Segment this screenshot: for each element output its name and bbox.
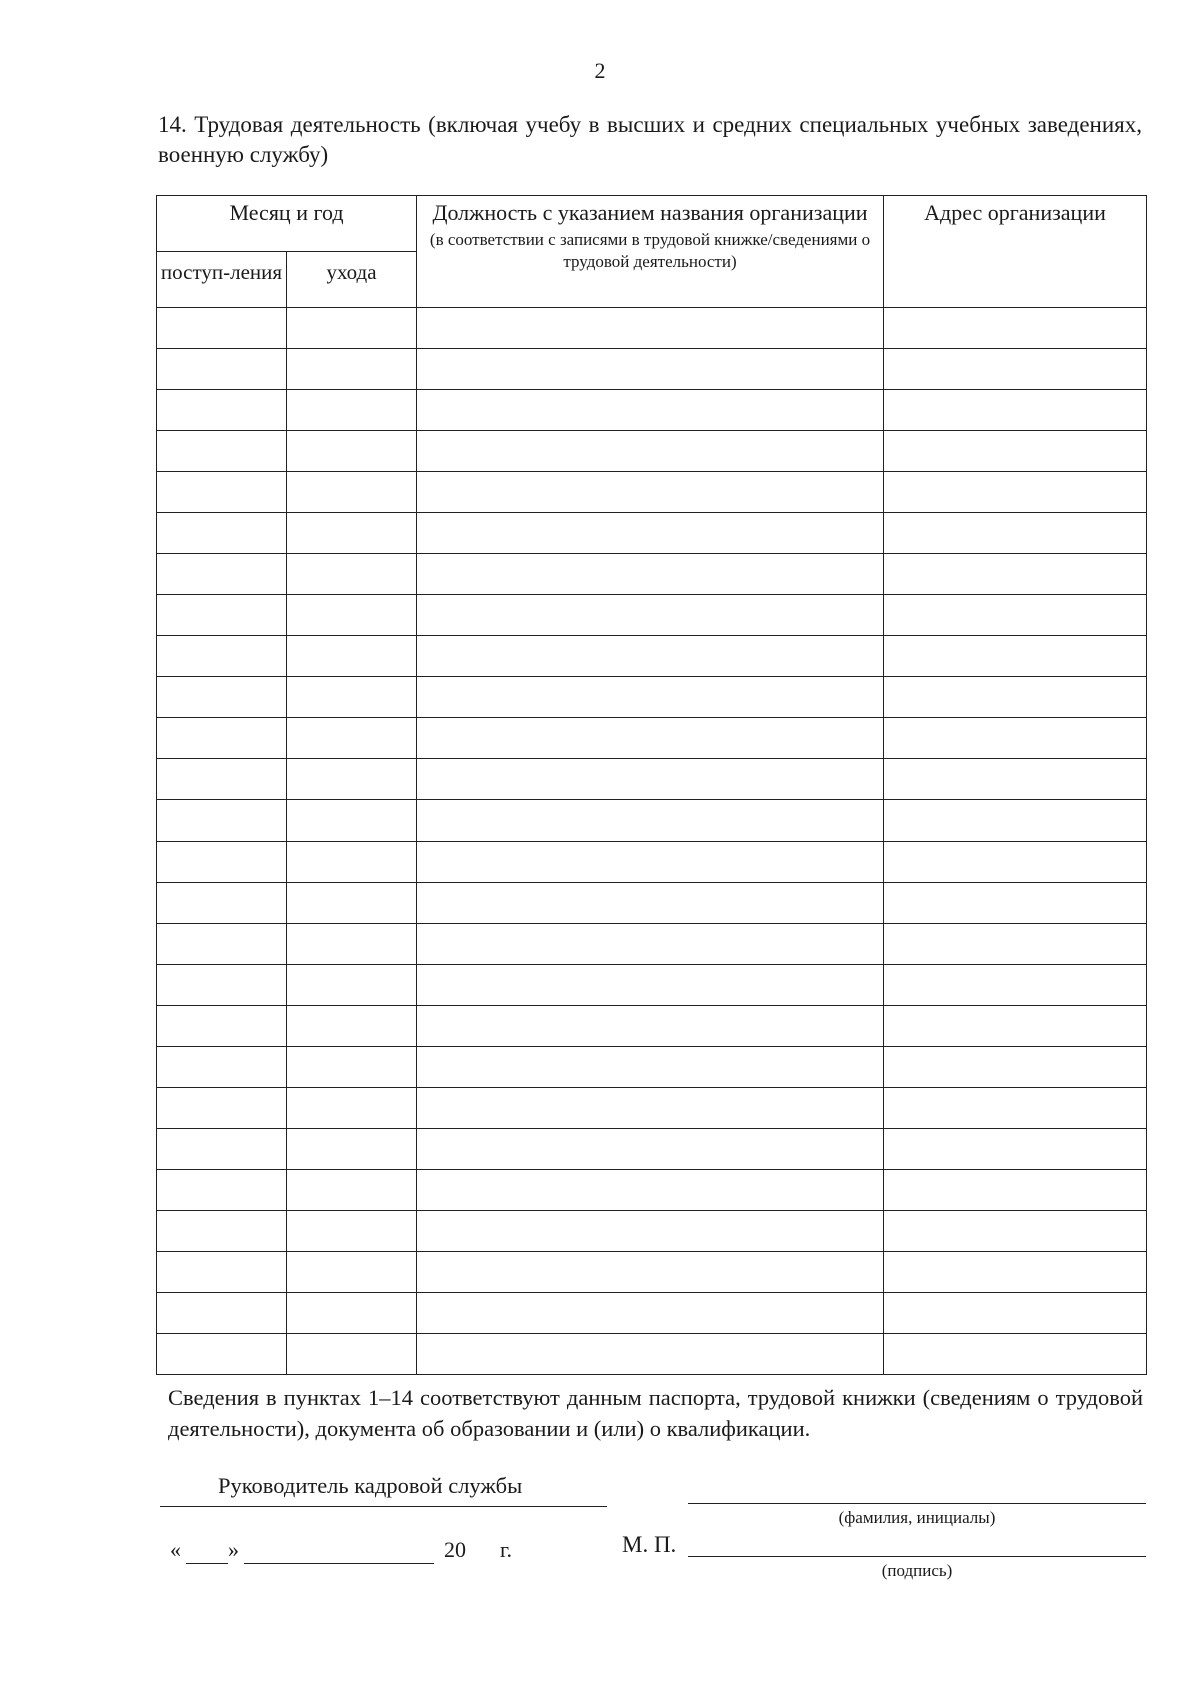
table-row (157, 1292, 1147, 1333)
table-row (157, 1210, 1147, 1251)
stamp-place-label: М. П. (622, 1532, 677, 1557)
exit-date-cell[interactable] (287, 677, 417, 718)
work-history-table (156, 195, 1147, 1375)
address-cell[interactable] (884, 1128, 1147, 1169)
entry-date-cell[interactable] (157, 1292, 287, 1333)
entry-date-cell[interactable] (157, 595, 287, 636)
position-cell[interactable] (417, 677, 884, 718)
exit-date-cell[interactable] (287, 759, 417, 800)
address-cell[interactable] (884, 595, 1147, 636)
address-cell[interactable] (884, 1005, 1147, 1046)
exit-date-cell[interactable] (287, 349, 417, 390)
header-position-note: (в соответствии с записями в трудовой книжке/сведениями о трудовой деятельности) (429, 230, 871, 271)
exit-date-cell[interactable] (287, 964, 417, 1005)
exit-date-cell[interactable] (287, 431, 417, 472)
table-row (157, 636, 1147, 677)
position-cell[interactable] (417, 1087, 884, 1128)
position-cell[interactable] (417, 1005, 884, 1046)
address-cell[interactable] (884, 1292, 1147, 1333)
entry-date-cell[interactable] (157, 759, 287, 800)
address-cell[interactable] (884, 882, 1147, 923)
entry-date-cell[interactable] (157, 882, 287, 923)
entry-date-cell[interactable] (157, 1169, 287, 1210)
exit-date-cell[interactable] (287, 882, 417, 923)
table-row (157, 841, 1147, 882)
position-cell[interactable] (417, 1046, 884, 1087)
exit-date-cell[interactable] (287, 472, 417, 513)
address-cell[interactable] (884, 472, 1147, 513)
position-cell[interactable] (417, 390, 884, 431)
entry-date-cell[interactable] (157, 636, 287, 677)
entry-date-cell[interactable] (157, 349, 287, 390)
exit-date-cell[interactable] (287, 1046, 417, 1087)
table-row (157, 677, 1147, 718)
exit-date-cell[interactable] (287, 1251, 417, 1292)
address-cell[interactable] (884, 513, 1147, 554)
entry-date-cell[interactable] (157, 1087, 287, 1128)
exit-date-cell[interactable] (287, 636, 417, 677)
table-row (157, 1333, 1147, 1374)
address-cell[interactable] (884, 923, 1147, 964)
entry-date-cell[interactable] (157, 718, 287, 759)
entry-date-cell[interactable] (157, 800, 287, 841)
table-row (157, 882, 1147, 923)
address-cell[interactable] (884, 431, 1147, 472)
table-row (157, 1169, 1147, 1210)
table-row (157, 1087, 1147, 1128)
exit-date-cell[interactable] (287, 1333, 417, 1374)
entry-date-cell[interactable] (157, 554, 287, 595)
table-row (157, 800, 1147, 841)
exit-date-cell[interactable] (287, 390, 417, 431)
address-cell[interactable] (884, 390, 1147, 431)
position-cell[interactable] (417, 1210, 884, 1251)
address-cell[interactable] (884, 759, 1147, 800)
table-row (157, 513, 1147, 554)
date-close-quote: » (228, 1537, 239, 1562)
address-cell[interactable] (884, 1333, 1147, 1374)
table-row (157, 1005, 1147, 1046)
position-cell[interactable] (417, 349, 884, 390)
address-cell[interactable] (884, 1169, 1147, 1210)
exit-date-cell[interactable] (287, 554, 417, 595)
header-entry: поступ-ления (157, 252, 287, 308)
entry-date-cell[interactable] (157, 431, 287, 472)
address-cell[interactable] (884, 1251, 1147, 1292)
entry-date-cell[interactable] (157, 1046, 287, 1087)
position-cell[interactable] (417, 1169, 884, 1210)
entry-date-cell[interactable] (157, 1005, 287, 1046)
page-number: 2 (594, 58, 606, 83)
address-cell[interactable] (884, 718, 1147, 759)
position-cell[interactable] (417, 1251, 884, 1292)
address-cell[interactable] (884, 964, 1147, 1005)
address-cell[interactable] (884, 636, 1147, 677)
position-cell[interactable] (417, 800, 884, 841)
address-cell[interactable] (884, 1046, 1147, 1087)
name-line[interactable] (688, 1503, 1146, 1504)
position-cell[interactable] (417, 1128, 884, 1169)
table-row (157, 1046, 1147, 1087)
date-day-field[interactable] (186, 1537, 228, 1564)
table-row (157, 718, 1147, 759)
date-open-quote: « (170, 1537, 181, 1562)
position-cell[interactable] (417, 472, 884, 513)
exit-date-cell[interactable] (287, 841, 417, 882)
table-row (157, 472, 1147, 513)
entry-date-cell[interactable] (157, 841, 287, 882)
exit-date-cell[interactable] (287, 1169, 417, 1210)
table-row (157, 595, 1147, 636)
address-cell[interactable] (884, 554, 1147, 595)
table-row (157, 431, 1147, 472)
table-row (157, 390, 1147, 431)
exit-date-cell[interactable] (287, 1292, 417, 1333)
section-heading: 14. Трудовая деятельность (включая учебу в высших и средних специальных учебных заведениях, военную службу) (158, 112, 1142, 167)
address-cell[interactable] (884, 308, 1147, 349)
position-cell[interactable] (417, 718, 884, 759)
entry-date-cell[interactable] (157, 1210, 287, 1251)
header-position (417, 196, 884, 308)
position-cell[interactable] (417, 923, 884, 964)
entry-date-cell[interactable] (157, 1251, 287, 1292)
address-cell[interactable] (884, 1087, 1147, 1128)
entry-date-cell[interactable] (157, 1128, 287, 1169)
name-caption: (фамилия, инициалы) (838, 1508, 996, 1527)
header-exit: ухода (287, 252, 417, 308)
entry-date-cell[interactable] (157, 964, 287, 1005)
position-cell[interactable] (417, 595, 884, 636)
position-cell[interactable] (417, 554, 884, 595)
position-cell[interactable] (417, 759, 884, 800)
entry-date-cell[interactable] (157, 390, 287, 431)
position-cell[interactable] (417, 431, 884, 472)
position-cell[interactable] (417, 636, 884, 677)
entry-date-cell[interactable] (157, 923, 287, 964)
entry-date-cell[interactable] (157, 513, 287, 554)
exit-date-cell[interactable] (287, 513, 417, 554)
signature-line[interactable] (688, 1556, 1146, 1557)
hr-head-signature-line[interactable] (160, 1506, 607, 1507)
exit-date-cell[interactable] (287, 800, 417, 841)
entry-date-cell[interactable] (157, 677, 287, 718)
exit-date-cell[interactable] (287, 718, 417, 759)
exit-date-cell[interactable] (287, 923, 417, 964)
date-month-field[interactable] (244, 1537, 434, 1564)
address-cell[interactable] (884, 841, 1147, 882)
position-cell[interactable] (417, 841, 884, 882)
header-month-year: Месяц и год (157, 196, 417, 252)
position-cell[interactable] (417, 513, 884, 554)
position-cell[interactable] (417, 308, 884, 349)
exit-date-cell[interactable] (287, 1210, 417, 1251)
exit-date-cell[interactable] (287, 1005, 417, 1046)
address-cell[interactable] (884, 349, 1147, 390)
table-row (157, 923, 1147, 964)
exit-date-cell[interactable] (287, 1087, 417, 1128)
address-cell[interactable] (884, 677, 1147, 718)
table-row (157, 554, 1147, 595)
position-cell[interactable] (417, 1292, 884, 1333)
signature-caption: (подпись) (881, 1561, 953, 1580)
date-year-suffix: г. (500, 1537, 513, 1562)
header-position-title: Должность с указанием названия организации (432, 200, 868, 225)
address-cell[interactable] (884, 1210, 1147, 1251)
entry-date-cell[interactable] (157, 1333, 287, 1374)
table-row (157, 349, 1147, 390)
address-cell[interactable] (884, 800, 1147, 841)
position-cell[interactable] (417, 1333, 884, 1374)
header-address: Адрес организации (884, 196, 1147, 308)
position-cell[interactable] (417, 882, 884, 923)
table-row (157, 308, 1147, 349)
table-row (157, 1128, 1147, 1169)
date-year-prefix: 20 (444, 1537, 466, 1562)
exit-date-cell[interactable] (287, 595, 417, 636)
hr-head-label: Руководитель кадровой службы (218, 1473, 523, 1498)
table-row (157, 964, 1147, 1005)
exit-date-cell[interactable] (287, 308, 417, 349)
exit-date-cell[interactable] (287, 1128, 417, 1169)
entry-date-cell[interactable] (157, 308, 287, 349)
certification-statement: Сведения в пунктах 1–14 соответствуют данным паспорта, трудовой книжки (сведениям о трудовой деятельности), документа об образовании и (или) о квалификации. (168, 1385, 1143, 1441)
table-row (157, 1251, 1147, 1292)
position-cell[interactable] (417, 964, 884, 1005)
table-row (157, 759, 1147, 800)
entry-date-cell[interactable] (157, 472, 287, 513)
